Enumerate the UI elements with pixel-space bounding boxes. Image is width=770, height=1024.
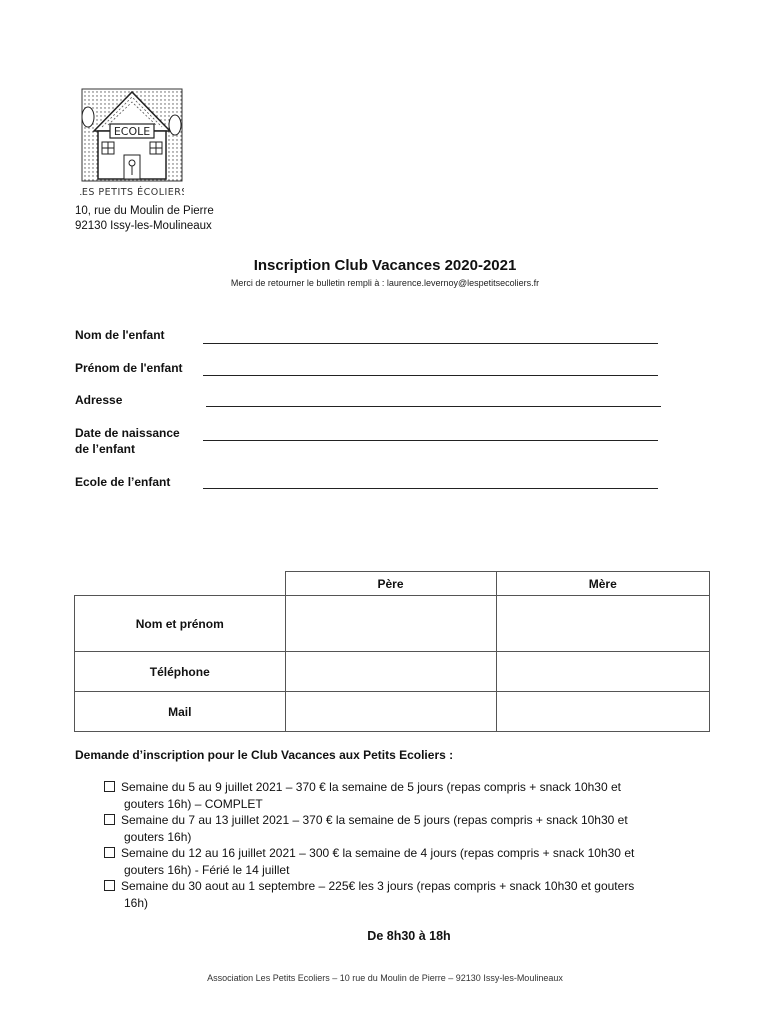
address-label: Adresse	[75, 393, 123, 407]
week-option-text: Semaine du 5 au 9 juillet 2021 – 370 € la semaine de 5 jours (repas compris + snack 10h30 et	[121, 780, 621, 794]
checkbox-icon[interactable]	[104, 847, 115, 858]
school-label: Ecole de l’enfant	[75, 475, 171, 489]
week-option-text-cont: gouters 16h)	[124, 829, 192, 844]
child-last-name-field[interactable]	[203, 343, 658, 344]
mail-row-label: Mail	[75, 692, 286, 732]
table-corner	[75, 572, 286, 596]
week-option-text: Semaine du 12 au 16 juillet 2021 – 300 € la semaine de 4 jours (repas compris + snack 10h30 et	[121, 846, 635, 860]
week-option-text: Semaine du 30 aout au 1 septembre – 225€ les 3 jours (repas compris + snack 10h30 et gouters	[121, 879, 635, 893]
svg-text:ECOLE: ECOLE	[113, 125, 151, 138]
week-option-text: Semaine du 7 au 13 juillet 2021 – 370 € la semaine de 5 jours (repas compris + snack 10h30 et	[121, 813, 628, 827]
mother-name-cell[interactable]	[496, 596, 710, 652]
school-field[interactable]	[203, 488, 658, 489]
checkbox-icon[interactable]	[104, 781, 115, 792]
week-option-4[interactable]	[104, 878, 684, 911]
birth-date-label-line-1: Date de naissance	[75, 426, 180, 440]
mother-mail-cell[interactable]	[496, 692, 710, 732]
checkbox-icon[interactable]	[104, 814, 115, 825]
week-option-1[interactable]	[104, 779, 684, 812]
mother-phone-cell[interactable]	[496, 652, 710, 692]
week-option-2[interactable]	[104, 812, 684, 845]
father-column-header: Père	[285, 572, 496, 596]
parents-table	[74, 571, 710, 732]
mother-column-header: Mère	[496, 572, 710, 596]
child-first-name-field[interactable]	[203, 375, 658, 376]
father-name-cell[interactable]	[285, 596, 496, 652]
child-first-name-label: Prénom de l'enfant	[75, 361, 183, 375]
svg-text:LES PETITS ÉCOLIERS: LES PETITS ÉCOLIERS	[80, 187, 184, 198]
footer-address: Association Les Petits Ecoliers – 10 rue du Moulin de Pierre – 92130 Issy-les-Moulineaux	[207, 973, 563, 983]
birth-date-field[interactable]	[203, 440, 658, 441]
father-phone-cell[interactable]	[285, 652, 496, 692]
week-option-text-cont: gouters 16h) – COMPLET	[124, 796, 263, 811]
page-title: Inscription Club Vacances 2020-2021	[253, 257, 517, 274]
school-house-icon	[80, 87, 184, 200]
week-option-text-cont: 16h)	[124, 895, 149, 910]
opening-hours: De 8h30 à 18h	[367, 929, 451, 943]
week-option-text-cont: gouters 16h) - Férié le 14 juillet	[124, 862, 290, 877]
week-option-3[interactable]	[104, 845, 684, 878]
checkbox-icon[interactable]	[104, 880, 115, 891]
name-row-label: Nom et prénom	[75, 596, 286, 652]
school-logo	[80, 87, 184, 200]
child-last-name-label: Nom de l'enfant	[75, 328, 165, 342]
phone-row-label: Téléphone	[75, 652, 286, 692]
birth-date-label-line-2: de l’enfant	[75, 442, 136, 456]
return-instructions: Merci de retourner le bulletin rempli à : laurence.levernoy@lespetitsecoliers.fr	[230, 278, 540, 288]
address-line-1: 10, rue du Moulin de Pierre	[75, 205, 214, 217]
request-title: Demande d’inscription pour le Club Vacances aux Petits Ecoliers :	[75, 748, 454, 762]
father-mail-cell[interactable]	[285, 692, 496, 732]
address-field[interactable]	[206, 406, 661, 407]
address-line-2: 92130 Issy-les-Moulineaux	[75, 220, 212, 232]
